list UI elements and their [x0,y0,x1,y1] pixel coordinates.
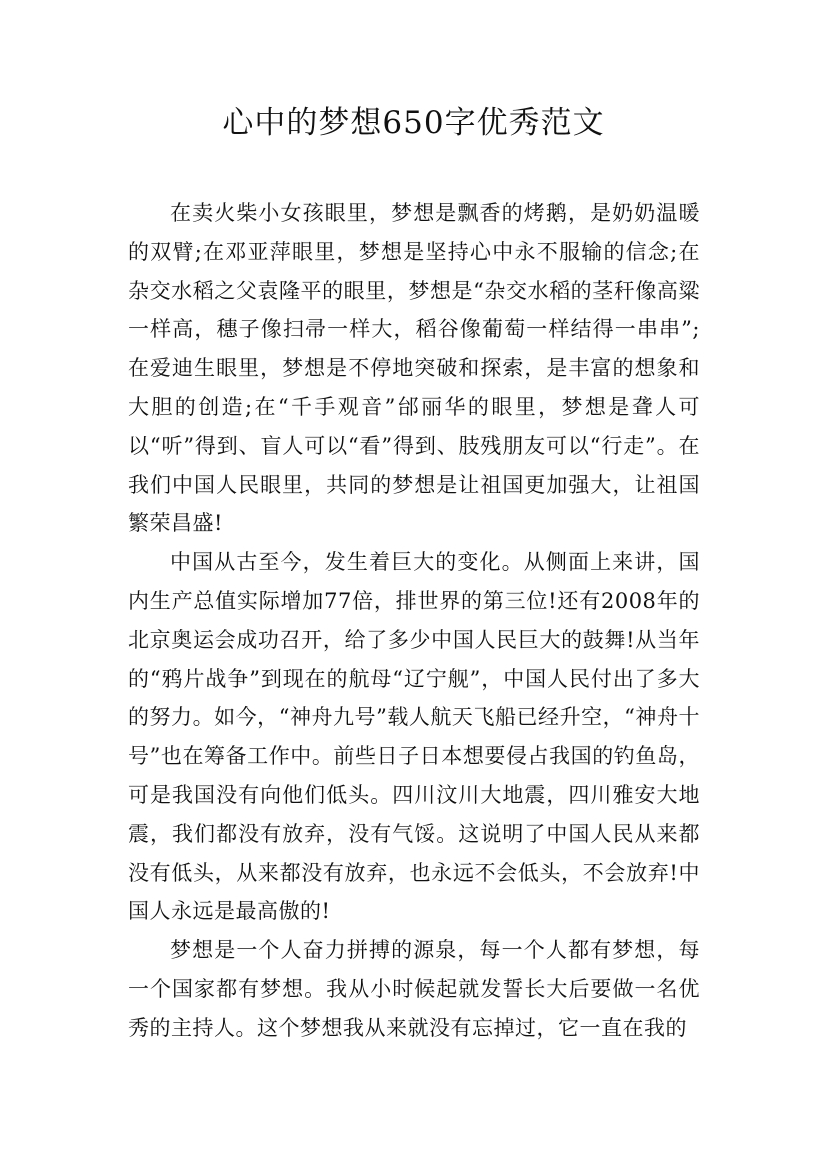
paragraph-2: 中国从古至今，发生着巨大的变化。从侧面上来讲，国内生产总值实际增加77倍，排世界的第三位!还有2008年的北京奥运会成功召开，给了多少中国人民巨大的鼓舞!从当年的“鸦片战争”到现在的航母“辽宁舰”，中国人民付出了多大的努力。如今，“神舟九号”载人航天飞船已经升空，“神舟十号”也在筹备工作中。前些日子日本想要侵占我国的钓鱼岛，可是我国没有向他们低头。四川汶川大地震，四川雅安大地震，我们都没有放弃，没有气馁。这说明了中国人民从来都没有低头，从来都没有放弃，也永远不会低头，不会放弃!中国人永远是最高傲的! [128,550,700,924]
paragraph-1: 在卖火柴小女孩眼里，梦想是飘香的烤鹅，是奶奶温暖的双臂;在邓亚萍眼里，梦想是坚持心中永不服输的信念;在杂交水稻之父袁隆平的眼里，梦想是“杂交水稻的茎秆像高粱一样高，穗子像扫帚一样大，稻谷像葡萄一样结得一串串”;在爱迪生眼里，梦想是不停地突破和探索，是丰富的想象和大胆的创造;在“千手观音”邰丽华的眼里，梦想是聋人可以“听”得到、盲人可以“看”得到、肢残朋友可以“行走”。在我们中国人民眼里，共同的梦想是让祖国更加强大，让祖国繁荣昌盛! [128,201,700,536]
document-title: 心中的梦想650字优秀范文 [222,105,605,141]
document-body [128,194,700,1048]
paragraph-3: 梦想是一个人奋力拼搏的源泉，每一个人都有梦想，每一个国家都有梦想。我从小时候起就发誓长大后要做一名优秀的主持人。这个梦想我从来就没有忘掉过，它一直在我的 [128,938,700,1040]
